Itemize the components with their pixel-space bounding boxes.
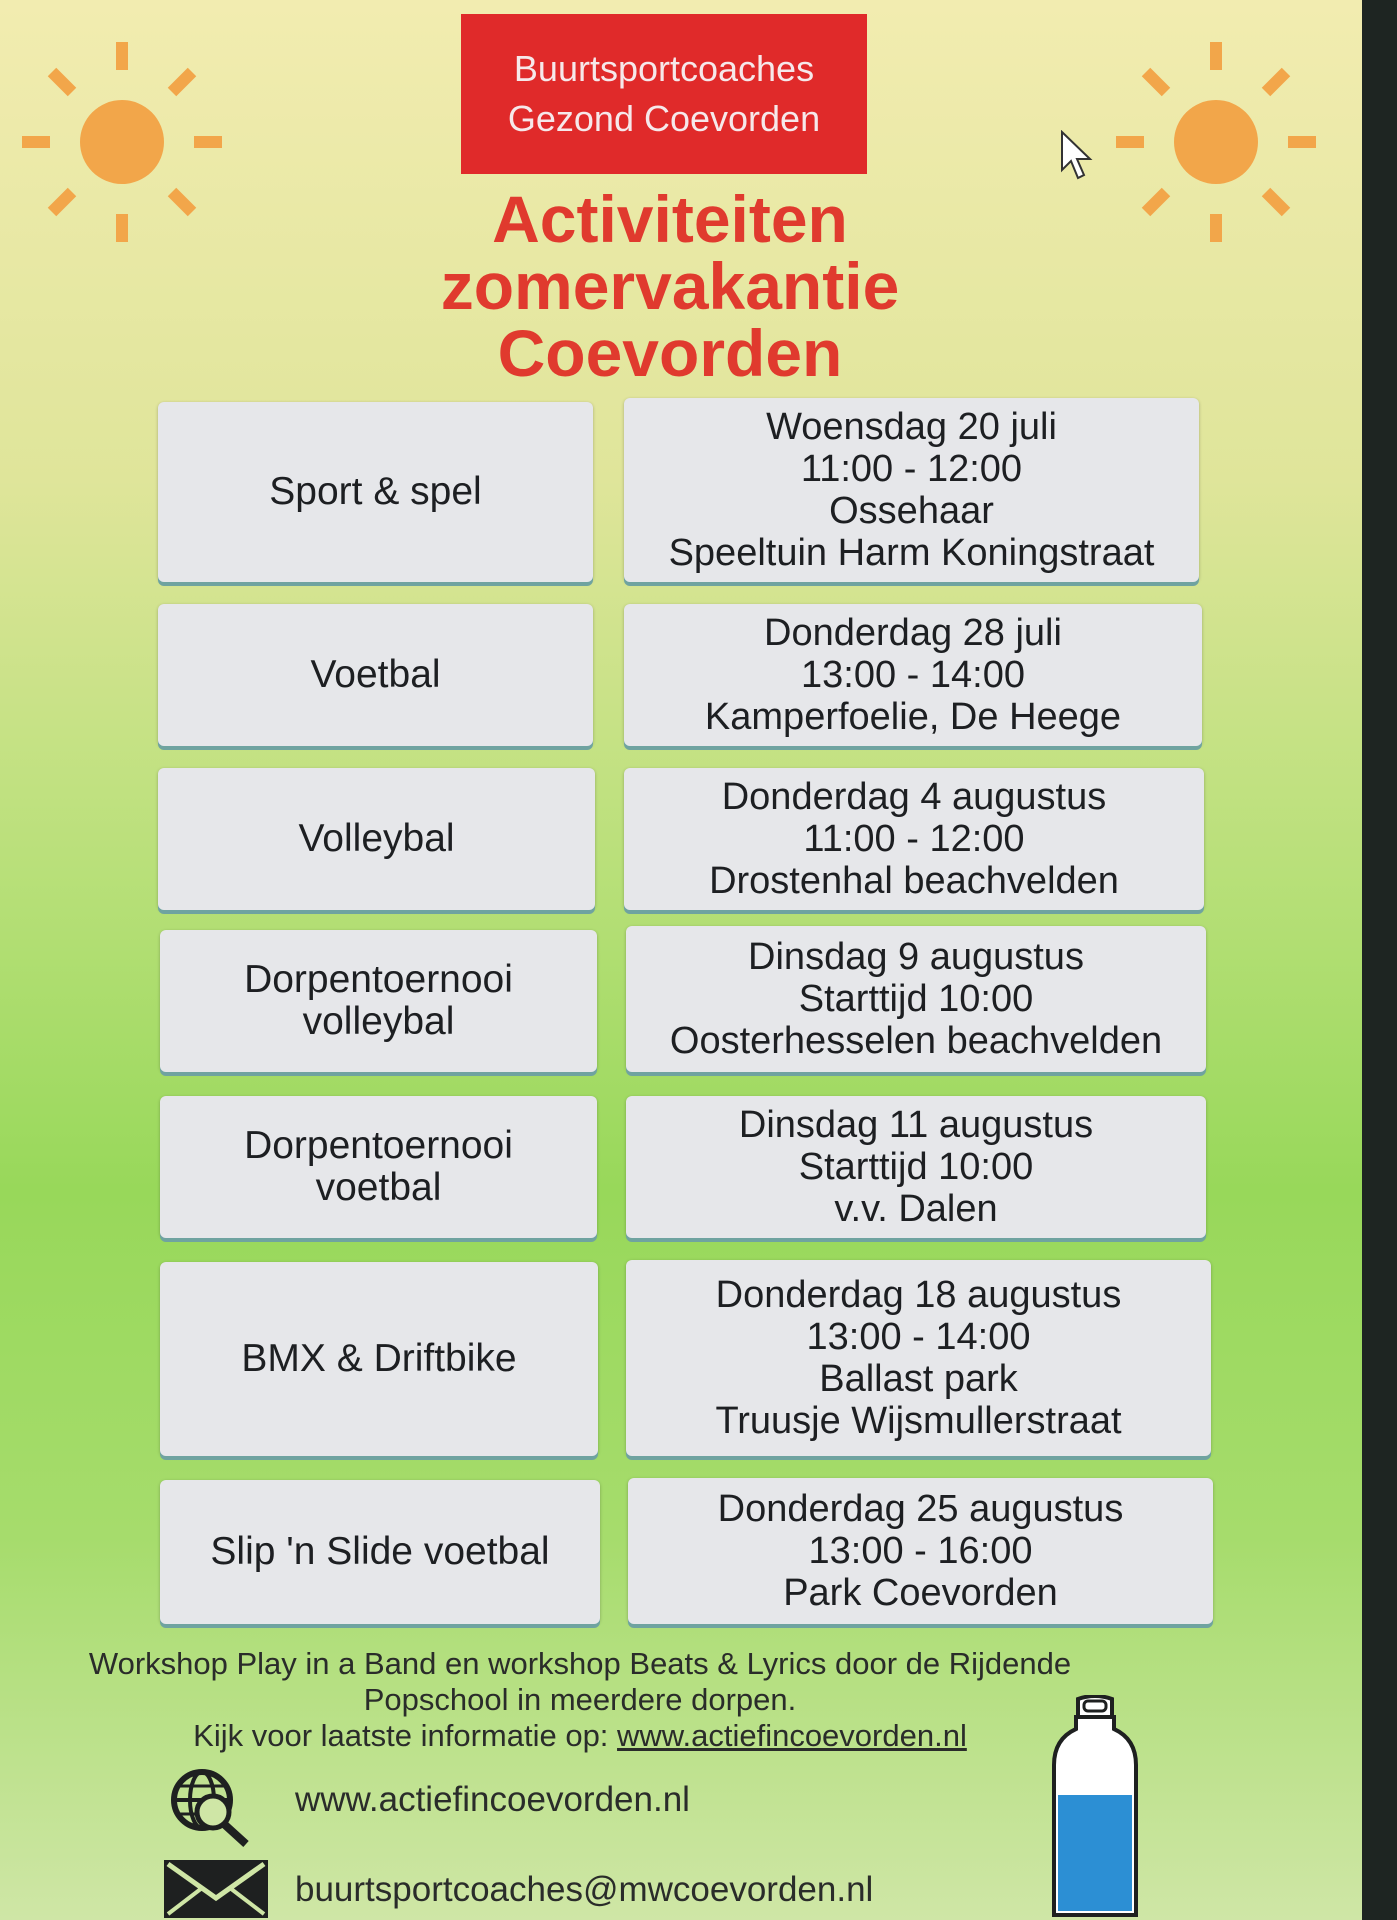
- page-title: [340, 182, 1000, 390]
- activity-time: 11:00 - 12:00: [803, 818, 1025, 860]
- screen-edge: [1362, 0, 1397, 1920]
- activity-time: 13:00 - 16:00: [808, 1530, 1033, 1572]
- activity-name-card: [160, 1480, 600, 1624]
- activity-details-card: [626, 1096, 1206, 1238]
- sun-right-icon: [1116, 42, 1316, 242]
- activity-name-line: BMX & Driftbike: [241, 1337, 517, 1380]
- activity-name-line: Dorpentoernooi: [244, 958, 513, 1001]
- water-bottle-icon: [1050, 1695, 1140, 1920]
- activity-location: Drostenhal beachvelden: [709, 860, 1119, 902]
- footer-line-3-prefix: Kijk voor laatste informatie op:: [193, 1718, 618, 1753]
- activity-name-card: [158, 768, 595, 910]
- activity-name-line: Sport & spel: [269, 470, 482, 513]
- title-line-3: Coevorden: [497, 316, 843, 390]
- activity-location: v.v. Dalen: [834, 1188, 998, 1230]
- activity-name-card: [160, 1262, 598, 1456]
- activity-location: Kamperfoelie, De Heege: [704, 696, 1122, 738]
- activity-name-line: Dorpentoernooi: [244, 1124, 513, 1167]
- header-line-2: Gezond Coevorden: [507, 98, 821, 139]
- activity-date: Donderdag 18 augustus: [715, 1274, 1122, 1316]
- activity-date: Dinsdag 9 augustus: [748, 936, 1084, 978]
- activity-location: Truusje Wijsmullerstraat: [715, 1400, 1122, 1442]
- activity-details-card: [626, 1260, 1211, 1456]
- footer-line-3: [50, 1718, 1110, 1754]
- activity-time: Starttijd 10:00: [798, 1146, 1034, 1188]
- globe-icon: [158, 1760, 258, 1850]
- header-line-1: Buurtsportcoaches: [513, 48, 815, 89]
- activity-name-card: [160, 1096, 597, 1238]
- activity-location: Ossehaar: [829, 490, 994, 532]
- activity-location: Oosterhesselen beachvelden: [669, 1020, 1163, 1062]
- title-line-2: zomervakantie: [440, 249, 900, 323]
- title-line-1: Activiteiten: [492, 182, 848, 256]
- activity-date: Donderdag 25 augustus: [717, 1488, 1124, 1530]
- activity-details-card: [624, 768, 1204, 910]
- activity-name-line: Slip 'n Slide voetbal: [210, 1530, 550, 1573]
- footer-line-1: Workshop Play in a Band en workshop Beats & Lyrics door de Rijdende: [88, 1646, 1072, 1681]
- activity-date: Donderdag 4 augustus: [721, 776, 1107, 818]
- activity-location: Speeltuin Harm Koningstraat: [668, 532, 1155, 574]
- activity-details-card: [628, 1478, 1213, 1624]
- activity-time: 13:00 - 14:00: [801, 654, 1025, 696]
- activity-time: 11:00 - 12:00: [800, 448, 1023, 490]
- envelope-icon: [162, 1858, 272, 1920]
- activity-time: 13:00 - 14:00: [806, 1316, 1031, 1358]
- footer-website-link[interactable]: www.actiefincoevorden.nl: [617, 1718, 967, 1753]
- activity-details-card: [626, 926, 1206, 1072]
- activity-name-card: [158, 402, 593, 582]
- footer-info: [50, 1646, 1110, 1754]
- activity-name-card: [158, 604, 593, 746]
- activity-date: Donderdag 28 juli: [764, 612, 1062, 654]
- contact-email[interactable]: buurtsportcoaches@mwcoevorden.nl: [295, 1870, 874, 1909]
- activity-name-line: voetbal: [315, 1166, 442, 1209]
- header-badge: [461, 14, 867, 174]
- activity-name-line: volleybal: [302, 1000, 455, 1043]
- activity-time: Starttijd 10:00: [798, 978, 1034, 1020]
- activity-date: Woensdag 20 juli: [766, 406, 1057, 448]
- activity-location: Ballast park: [819, 1358, 1018, 1400]
- activity-details-card: [624, 398, 1199, 582]
- mouse-cursor-icon: [1060, 130, 1096, 182]
- activity-name-card: [160, 930, 597, 1072]
- sun-left-icon: [22, 42, 222, 242]
- activity-details-card: [624, 604, 1202, 746]
- activity-location: Park Coevorden: [783, 1572, 1058, 1614]
- activity-date: Dinsdag 11 augustus: [738, 1104, 1094, 1146]
- footer-line-2: Popschool in meerdere dorpen.: [363, 1682, 797, 1717]
- activity-name-line: Volleybal: [298, 817, 455, 860]
- activity-name-line: Voetbal: [310, 653, 441, 696]
- contact-website[interactable]: www.actiefincoevorden.nl: [295, 1780, 690, 1819]
